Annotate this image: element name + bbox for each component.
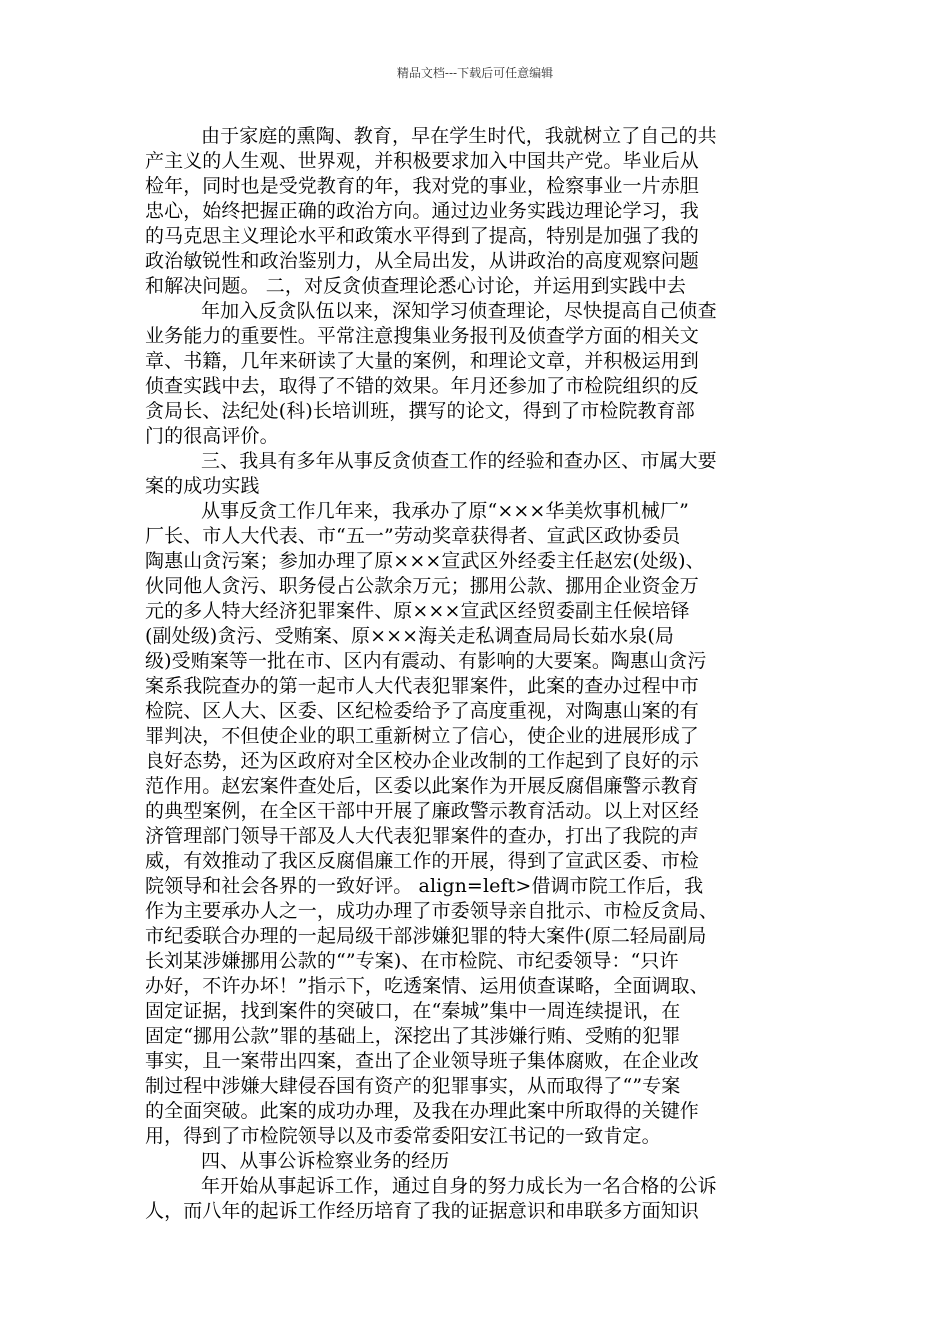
text-line: 检年，同时也是受党教育的年，我对党的事业，检察事业一片赤胆 bbox=[145, 175, 699, 197]
text-line: (副处级)贪污、受贿案、原×××海关走私调查局局长茹水泉(局 bbox=[145, 625, 674, 647]
text-line: 侦查实践中去，取得了不错的效果。年月还参加了市检院组织的反 bbox=[145, 375, 699, 397]
text-line: 范作用。赵宏案件查处后，区委以此案作为开展反腐倡廉警示教育 bbox=[145, 775, 699, 797]
text-line: 案的成功实践 bbox=[145, 475, 260, 497]
text-line: 案系我院查办的第一起市人大代表犯罪案件，此案的查办过程中市 bbox=[145, 675, 699, 697]
text-line: 固定证据，找到案件的突破口，在“秦城”集中一周连续提讯，在 bbox=[145, 1000, 681, 1022]
text-line: 制过程中涉嫌大肆侵吞国有资产的犯罪事实，从而取得了“”专案 bbox=[145, 1075, 681, 1097]
text-line: 良好态势，还为区政府对全区校办企业改制的工作起到了良好的示 bbox=[145, 750, 699, 772]
text-line: 用，得到了市检院领导以及市委常委阳安江书记的一致肯定。 bbox=[145, 1125, 661, 1147]
text-line: 和解决问题。 二，对反贪侦查理论悉心讨论，并运用到实践中去 bbox=[145, 275, 686, 297]
text-line: 产主义的人生观、世界观，并积极要求加入中国共产党。毕业后从 bbox=[145, 150, 699, 172]
text-line: 的典型案例，在全区干部中开展了廉政警示教育活动。以上对区经 bbox=[145, 800, 699, 822]
text-line: 从事反贪工作几年来，我承办了原“×××华美炊事机械厂” bbox=[201, 500, 689, 522]
text-line: 的全面突破。此案的成功办理，及我在办理此案中所取得的关键作 bbox=[145, 1100, 699, 1122]
text-line: 威，有效推动了我区反腐倡廉工作的开展，得到了宣武区委、市检 bbox=[145, 850, 699, 872]
text-line: 元的多人特大经济犯罪案件、原×××宣武区经贸委副主任候培铎 bbox=[145, 600, 690, 622]
text-line: 贪局长、法纪处(科)长培训班，撰写的论文，得到了市检院教育部 bbox=[145, 400, 695, 422]
text-line: 市纪委联合办理的一起局级干部涉嫌犯罪的特大案件(原二轻局副局 bbox=[145, 925, 707, 947]
page-header: 精品文档---下载后可任意编辑 bbox=[396, 66, 554, 80]
text-line: 年开始从事起诉工作，通过自身的努力成长为一名合格的公诉 bbox=[201, 1175, 717, 1197]
text-line: 事实，且一案带出四案，查出了企业领导班子集体腐败，在企业改 bbox=[145, 1050, 699, 1072]
text-line: 四、从事公诉检察业务的经历 bbox=[201, 1150, 450, 1172]
text-line: 人，而八年的起诉工作经历培育了我的证据意识和串联多方面知识 bbox=[145, 1200, 699, 1222]
text-line: 级)受贿案等一批在市、区内有震动、有影响的大要案。陶惠山贪污 bbox=[145, 650, 707, 672]
text-line: 罪判决，不但使企业的职工重新树立了信心，使企业的进展形成了 bbox=[145, 725, 699, 747]
text-line: 院领导和社会各界的一致好评。 align=left>借调市院工作后，我 bbox=[145, 875, 704, 897]
text-line: 业务能力的重要性。平常注意搜集业务报刊及侦查学方面的相关文 bbox=[145, 325, 699, 347]
text-line: 检院、区人大、区委、区纪检委给予了高度重视，对陶惠山案的有 bbox=[145, 700, 699, 722]
document-body bbox=[145, 124, 825, 1224]
text-line: 门的很高评价。 bbox=[145, 425, 279, 447]
text-line: 厂长、市人大代表、市“五一”劳动奖章获得者、宣武区政协委员 bbox=[145, 525, 681, 547]
text-line: 办好，不许办坏！”指示下，吃透案情、运用侦查谋略，全面调取、 bbox=[145, 975, 709, 997]
text-line: 年加入反贪队伍以来，深知学习侦查理论，尽快提高自己侦查 bbox=[201, 300, 717, 322]
text-line: 固定“挪用公款”罪的基础上，深挖出了其涉嫌行贿、受贿的犯罪 bbox=[145, 1025, 681, 1047]
text-line: 作为主要承办人之一，成功办理了市委领导亲自批示、市检反贪局、 bbox=[145, 900, 719, 922]
text-line: 由于家庭的熏陶、教育，早在学生时代，我就树立了自己的共 bbox=[201, 125, 717, 147]
text-line: 忠心，始终把握正确的政治方向。通过边业务实践边理论学习，我 bbox=[145, 200, 699, 222]
text-line: 政治敏锐性和政治鉴别力，从全局出发，从讲政治的高度观察问题 bbox=[145, 250, 699, 272]
text-line: 陶惠山贪污案；参加办理了原×××宣武区外经委主任赵宏(处级)、 bbox=[145, 550, 705, 572]
text-line: 济管理部门领导干部及人大代表犯罪案件的查办，打出了我院的声 bbox=[145, 825, 699, 847]
text-line: 长刘某涉嫌挪用公款的“”专案)、在市检院、市纪委领导：“只许 bbox=[145, 950, 679, 972]
text-line: 三、我具有多年从事反贪侦查工作的经验和查办区、市属大要 bbox=[201, 450, 717, 472]
text-line: 章、书籍，几年来研读了大量的案例，和理论文章，并积极运用到 bbox=[145, 350, 699, 372]
text-line: 的马克思主义理论水平和政策水平得到了提高，特别是加强了我的 bbox=[145, 225, 699, 247]
text-line: 伙同他人贪污、职务侵占公款余万元；挪用公款、挪用企业资金万 bbox=[145, 575, 699, 597]
